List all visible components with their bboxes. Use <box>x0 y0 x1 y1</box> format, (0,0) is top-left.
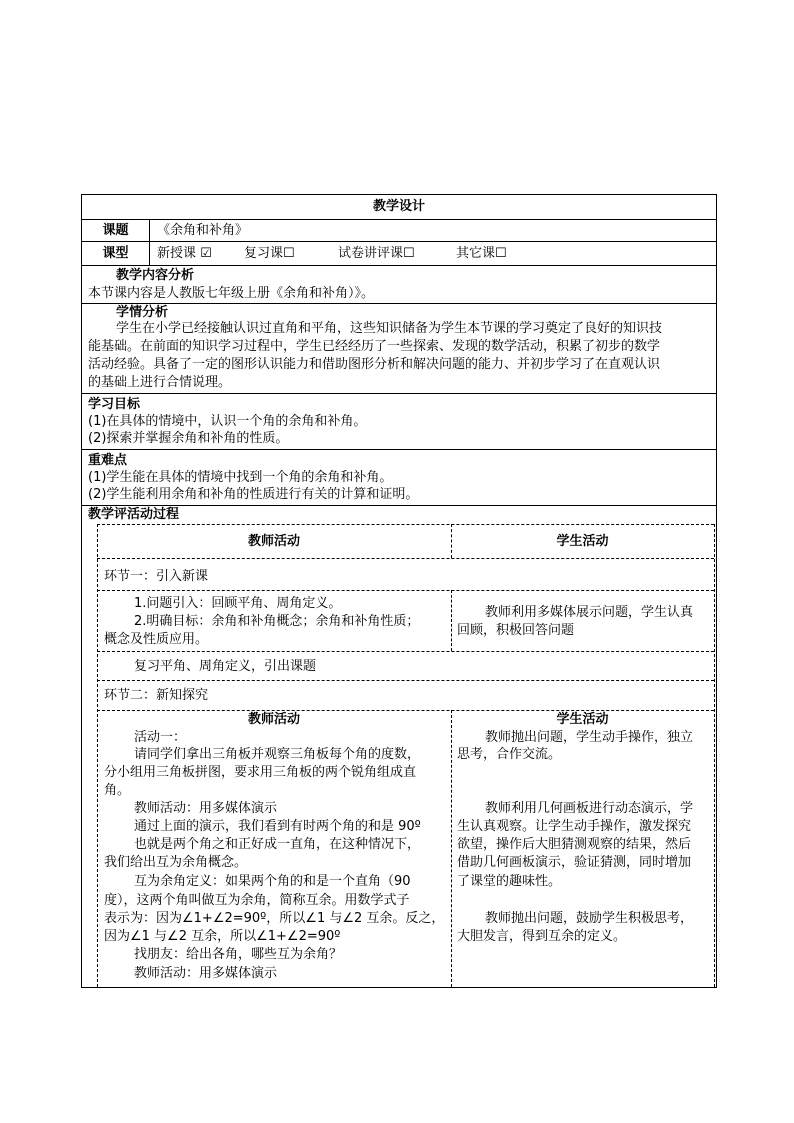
teacher-activity-header: 教师活动 <box>247 534 300 549</box>
s1-teacher-line: 2.明确目标：余角和补角概念；余角和补角性质； <box>134 614 420 629</box>
s2-student-line: 大胆发言，得到互余的定义。 <box>457 929 627 944</box>
s1-teacher-line: 1.问题引入：回顾平角、周角定义。 <box>134 596 342 611</box>
key-heading: 重难点 <box>88 453 128 468</box>
s2-student-line: 借助几何画板演示，验证猜测，同时增加 <box>457 855 692 870</box>
type-option-new: 新授课 ☑ <box>157 246 212 261</box>
s1-teacher-line: 概念及性质应用。 <box>104 632 209 647</box>
goals-row <box>82 394 716 450</box>
situation-line: 的基础上进行合情说理。 <box>88 375 232 390</box>
s2-teacher-line: 教师活动：用多媒体演示 <box>134 966 278 981</box>
s2-teacher-line: 也就是两个角之和正好成一直角，在这种情况下， <box>134 837 421 852</box>
s1-note: 复习平角、周角定义，引出课题 <box>134 659 317 674</box>
goal-item: (1)在具体的情境中，认识一个角的余角和补角。 <box>88 414 367 429</box>
s2-teacher-line: 教师活动：用多媒体演示 <box>134 801 278 816</box>
s2-student-line: 教师抛出问题，学生动手操作，独立 <box>485 730 694 745</box>
situation-line: 能基础。在前面的知识学习过程中，学生已经经历了一些探索、发现的数学活动，积累了初步的数学 <box>88 339 661 354</box>
student-activity-header: 学生活动 <box>556 534 609 549</box>
type-option-review: 复习课☐ <box>244 246 295 261</box>
content-text: 本节课内容是人教版七年级上册《余角和补角）》。 <box>88 286 375 301</box>
type-option-other: 其它课☐ <box>456 246 507 261</box>
s2-teacher-line: 找朋友：给出各角，哪些互为余角？ <box>134 947 343 962</box>
s2-teacher-header: 教师活动 <box>247 712 300 727</box>
s2-teacher-line: 请同学们拿出三角板并观察三角板每个角的度数， <box>134 747 421 762</box>
type-row <box>82 242 716 266</box>
goal-item: (2)探索并掌握余角和补角的性质。 <box>88 431 289 446</box>
topic-row <box>82 220 716 242</box>
s1-student-line: 教师利用多媒体展示问题，学生认真 <box>485 605 694 620</box>
goals-heading: 学习目标 <box>88 397 141 412</box>
type-label: 课型 <box>102 246 129 261</box>
s2-teacher-line: 度），这两个角叫做互为余角，简称互余。用数学式子 <box>104 893 410 908</box>
situation-heading: 学情分析 <box>116 305 169 320</box>
situation-analysis-row <box>82 304 716 394</box>
section-one-title: 环节一：引入新课 <box>104 569 209 584</box>
s2-student-header: 学生活动 <box>556 712 609 727</box>
topic-label: 课题 <box>102 223 129 238</box>
title-row <box>82 195 716 220</box>
s2-student-line: 生认真观察。让学生动手操作，激发探究 <box>457 819 692 834</box>
table-title: 教学设计 <box>372 199 425 214</box>
lesson-plan-table <box>81 194 717 988</box>
key-point-item: (1)学生能在具体的情境中找到一个角的余角和补角。 <box>88 470 393 485</box>
process-section <box>82 506 716 987</box>
situation-line: 学生在小学已经接触认识过直角和平角，这些知识储备为学生本节课的学习奠定了良好的知识技 <box>116 321 663 336</box>
type-option-exam: 试卷讲评课☐ <box>338 246 415 261</box>
s1-student-line: 回顾，积极回答问题 <box>457 623 575 638</box>
key-points-row <box>82 450 716 506</box>
s2-teacher-line: 分小组用三角板拼图，要求用三角板的两个锐角组成直 <box>104 765 417 780</box>
s2-student-line: 了课堂的趣味性。 <box>457 874 562 889</box>
s2-teacher-line: 互为余角定义：如果两个角的和是一个直角（90 <box>134 874 411 889</box>
s2-student-line: 教师抛出问题，鼓励学生积极思考， <box>485 911 694 926</box>
s2-student-line: 教师利用几何画板进行动态演示，学 <box>485 801 694 816</box>
situation-line: 活动经验。具备了一定的图形认识能力和借助图形分析和解决问题的能力、并初步学习了在直观认识 <box>88 357 661 372</box>
topic-value: 《余角和补角》 <box>157 223 249 238</box>
s2-teacher-line: 角。 <box>104 783 131 798</box>
content-analysis-row <box>82 266 716 304</box>
content-heading: 教学内容分析 <box>116 268 195 283</box>
process-heading: 教学评活动过程 <box>88 507 180 522</box>
s2-teacher-line: 因为∠1 与∠2 互余，所以∠1+∠2=90º <box>104 929 341 944</box>
s2-student-line: 思考，合作交流。 <box>457 747 562 762</box>
s2-teacher-line: 通过上面的演示，我们看到有时两个角的和是 90º <box>134 819 421 834</box>
key-point-item: (2)学生能利用余角和补角的性质进行有关的计算和证明。 <box>88 487 419 502</box>
s2-teacher-line: 我们给出互为余角概念。 <box>104 855 248 870</box>
s2-teacher-line: 表示为：因为∠1+∠2=90º，所以∠1 与∠2 互余。反之， <box>104 911 445 926</box>
s2-teacher-line: 活动一： <box>134 730 187 745</box>
s2-student-line: 欲望，操作后大胆猜测观察的结果，然后 <box>457 837 692 852</box>
section-two-title: 环节二：新知探究 <box>104 688 209 703</box>
